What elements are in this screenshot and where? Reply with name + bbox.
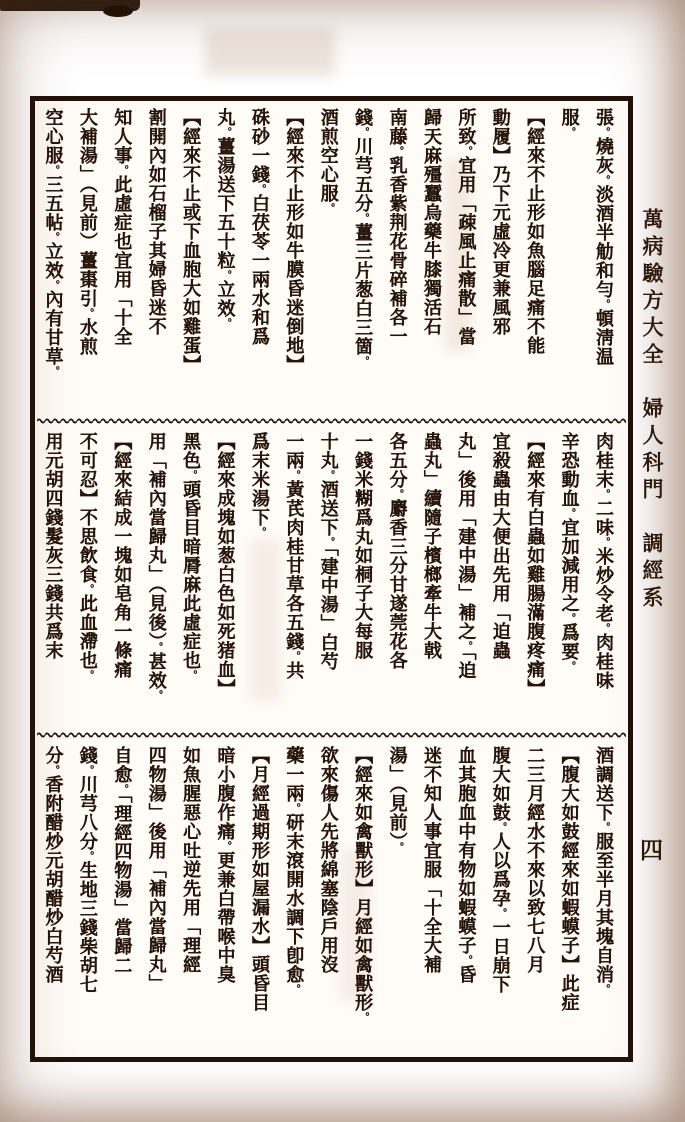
text-column: 爲末米湯下。: [248, 432, 270, 537]
text-column: 自愈。「理經四物湯」當歸二: [111, 746, 133, 975]
wavy-divider: [37, 417, 626, 425]
text-column: 割開內如石榴子其婦昏迷不: [145, 108, 167, 336]
text-column: 血其胞血中有物如蝦蟆子。昏: [455, 746, 477, 984]
text-column: 欲來傷人先將綿塞陰戶用沒: [317, 746, 339, 974]
text-column: 動履】乃下元虛冷更兼風邪: [489, 108, 511, 336]
text-column: 二三月經水不來以致七八月: [524, 746, 546, 974]
text-column: 空心服。三五帖。立效。內有甘草。: [42, 108, 64, 376]
text-column: 【經來如禽獸形】月經如禽獸形。: [352, 746, 374, 1022]
wavy-divider: [37, 731, 626, 739]
text-column: 四物湯」後用「補內當歸丸」: [145, 746, 167, 993]
text-column: 張。燒灰。淡酒半觔和勻。頓淸温: [593, 108, 614, 366]
text-column: 丸」後用「建中湯」補之。「迫: [455, 432, 477, 680]
text-column: 【經來有白蟲如雞腸滿腹疼痛】: [524, 432, 546, 698]
text-column: 如魚腥惡心吐逆先用「理經: [180, 746, 202, 974]
text-column: 用元胡四錢髮灰三錢共爲末: [42, 432, 64, 660]
text-column: 分。香附醋炒元胡醋炒白芍酒: [42, 746, 64, 984]
text-column: 腹大如鼓。人以爲孕。一日崩下: [489, 746, 511, 994]
text-column: 硃砂一錢。白茯苓一兩水和爲: [248, 108, 270, 346]
text-column: 不可忍】不思飲食。此血滯也。: [76, 432, 98, 680]
text-column: 辛恐動血。宜加減用之。爲要。: [558, 432, 580, 671]
text-section-bottom: [35, 739, 628, 1057]
page-number: 四: [640, 837, 663, 864]
text-column: 服。: [558, 108, 580, 137]
text-column: 【腹大如鼓經來如蝦蟆子】此症: [558, 746, 580, 1012]
text-column: 十丸。酒送下。「建中湯」白芍: [317, 432, 339, 671]
text-column: 所致。宜用「疎風止痛散」當: [455, 108, 477, 346]
text-column: 【月經過期形如屋漏水】頭昏目: [248, 746, 270, 1012]
text-column: 宜殺蟲由大便出先用「迫蟲: [489, 432, 511, 660]
text-column: 丸。薑湯送下五十粒。立效。: [214, 108, 236, 328]
text-column: 各五分。麝香三分甘遂莞花各: [386, 432, 408, 670]
text-column: 【經來成塊如葱白色如死猪血】: [214, 432, 236, 698]
text-column: 酒調送下。服至半月其塊自消。: [593, 746, 614, 994]
text-column: 錢。川芎八分。生地三錢柴胡七: [76, 746, 98, 994]
text-section-middle: [35, 425, 628, 731]
page-margin: [629, 0, 669, 1122]
text-column: 暗小腹作痛。更兼白帶喉中臭: [214, 746, 236, 984]
text-column: 錢。川芎五分。薑三片葱白三箇。: [352, 108, 374, 366]
ink-bleed: [205, 28, 335, 76]
text-column: 歸天麻殭蠶烏藥牛膝獨活石: [420, 108, 442, 336]
text-frame: [30, 96, 633, 1062]
book-title: 萬病驗方大全 婦人科門 調經系: [640, 208, 665, 613]
text-column: 【經來不止或下血胞大如雞蛋】: [180, 108, 202, 374]
text-column: 一兩。黃芪肉桂甘草各五錢。共: [283, 432, 305, 680]
text-column: 【經來結成一塊如皂角一條痛: [111, 432, 133, 679]
text-column: 知人事。此虛症也宜用「十全: [111, 108, 133, 346]
text-column: 一錢米糊爲丸如桐子大每服: [352, 432, 374, 660]
text-column: 南藤。乳香紫荆花骨碎補各一: [386, 108, 408, 346]
text-column: 湯」（見前）。: [386, 746, 408, 852]
text-column: 黑色。頭昏目暗脣麻此虛症也。: [180, 432, 202, 680]
text-column: 大補湯」（見前）薑棗引。水煎: [76, 108, 98, 356]
text-section-top: [35, 101, 628, 417]
text-column: 藥一兩。研末滾開水調下卽愈。: [283, 746, 305, 994]
text-column: 用「補內當歸丸」（見後）。甚效。: [145, 432, 167, 700]
text-column: 肉桂末。二味。米炒令老。肉桂味: [593, 432, 614, 690]
text-column: 【經來不止形如魚腦足痛不能: [524, 108, 546, 355]
text-column: 【經來不止形如牛膜昏迷倒地】: [283, 108, 305, 374]
text-column: 蟲丸」續隨子檳榔牽牛大戟: [420, 432, 442, 660]
text-column: 酒煎空心服。: [317, 108, 339, 213]
text-column: 迷不知人事宜服「十全大補: [420, 746, 442, 974]
scan-smudge: [103, 5, 133, 17]
